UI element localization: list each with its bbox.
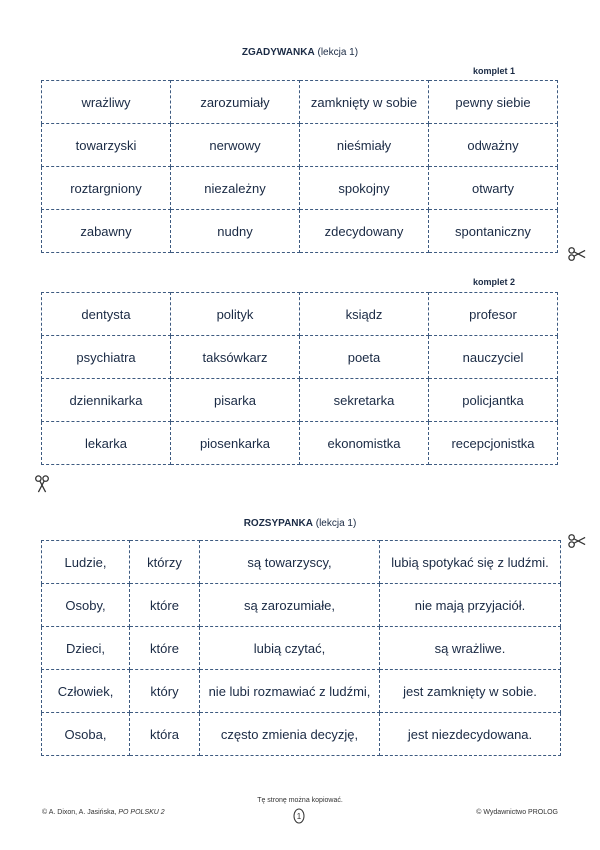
word-card: spokojny (300, 167, 429, 210)
table-row (42, 670, 561, 713)
scissors-icon (568, 245, 586, 263)
word-card: taksówkarz (171, 336, 300, 379)
title-main: ZGADYWANKA (241, 47, 315, 58)
word-card: piosenkarka (171, 422, 300, 465)
word-card: poeta (300, 336, 429, 379)
section-title-zgadywanka (0, 47, 600, 58)
sentence-fragment-card: często zmienia decyzję, (200, 713, 380, 756)
sentence-fragment-card: są towarzyscy, (200, 541, 380, 584)
table-row (42, 210, 558, 253)
footer-publisher: © Wydawnictwo PROLOG (476, 809, 558, 816)
footer-authors (42, 809, 165, 816)
word-card: towarzyski (42, 124, 171, 167)
word-card: ekonomistka (300, 422, 429, 465)
sentence-fragment-card: które (130, 584, 200, 627)
sentence-fragment-card: która (130, 713, 200, 756)
page-number: 1 (296, 812, 302, 821)
title-main: ROZSYPANKA (243, 518, 313, 529)
sentence-grid (41, 540, 561, 756)
word-card: dziennikarka (42, 379, 171, 422)
set-label-1: komplet 1 (473, 66, 516, 76)
sentence-fragment-card: jest zamknięty w sobie. (380, 670, 561, 713)
sentence-fragment-card: Dzieci, (42, 627, 130, 670)
table-row (42, 167, 558, 210)
word-card: profesor (429, 293, 558, 336)
word-card: ksiądz (300, 293, 429, 336)
word-card: niezależny (171, 167, 300, 210)
word-card: nudny (171, 210, 300, 253)
page-number-badge (291, 808, 307, 824)
set-label-2: komplet 2 (473, 277, 516, 287)
sentence-fragment-card: którzy (130, 541, 200, 584)
word-card: zamknięty w sobie (300, 81, 429, 124)
sentence-fragment-card: jest niezdecydowana. (380, 713, 561, 756)
sentence-fragment-card: Osoba, (42, 713, 130, 756)
word-card: odważny (429, 124, 558, 167)
word-card: zarozumiały (171, 81, 300, 124)
word-card: wrażliwy (42, 81, 171, 124)
word-card: nauczyciel (429, 336, 558, 379)
word-card: lekarka (42, 422, 171, 465)
sentence-fragment-card: Ludzie, (42, 541, 130, 584)
title-sub: (lekcja 1) (317, 47, 359, 58)
table-row (42, 584, 561, 627)
scissors-icon (568, 532, 586, 550)
table-row (42, 293, 558, 336)
word-card: psychiatra (42, 336, 171, 379)
word-card: zabawny (42, 210, 171, 253)
table-row (42, 541, 561, 584)
word-card: polityk (171, 293, 300, 336)
sentence-fragment-card: nie mają przyjaciół. (380, 584, 561, 627)
word-card: otwarty (429, 167, 558, 210)
card-grid-set-2 (41, 292, 558, 465)
word-card: zdecydowany (300, 210, 429, 253)
word-card: pisarka (171, 379, 300, 422)
sentence-fragment-card: są zarozumiałe, (200, 584, 380, 627)
word-card: policjantka (429, 379, 558, 422)
table-row (42, 627, 561, 670)
card-grid-set-1 (41, 80, 558, 253)
scissors-icon (33, 475, 51, 493)
sentence-fragment-card: Osoby, (42, 584, 130, 627)
section-title-rozsypanka (0, 518, 600, 529)
word-card: sekretarka (300, 379, 429, 422)
word-card: nerwowy (171, 124, 300, 167)
sentence-fragment-card: Człowiek, (42, 670, 130, 713)
footer-copy-note: Tę stronę można kopiować. (257, 797, 343, 804)
footer-book-title: PO POLSKU 2 (118, 809, 165, 816)
word-card: nieśmiały (300, 124, 429, 167)
word-card: recepcjonistka (429, 422, 558, 465)
table-row (42, 124, 558, 167)
word-card: pewny siebie (429, 81, 558, 124)
sentence-fragment-card: które (130, 627, 200, 670)
sentence-fragment-card: który (130, 670, 200, 713)
title-sub: (lekcja 1) (315, 518, 357, 529)
table-row (42, 81, 558, 124)
sentence-fragment-card: lubią czytać, (200, 627, 380, 670)
word-card: spontaniczny (429, 210, 558, 253)
table-row (42, 422, 558, 465)
sentence-fragment-card: nie lubi rozmawiać z ludźmi, (200, 670, 380, 713)
table-row (42, 379, 558, 422)
sentence-fragment-card: lubią spotykać się z ludźmi. (380, 541, 561, 584)
footer-authors-text: © A. Dixon, A. Jasińska, (42, 809, 117, 816)
sentence-fragment-card: są wrażliwe. (380, 627, 561, 670)
word-card: roztargniony (42, 167, 171, 210)
word-card: dentysta (42, 293, 171, 336)
table-row (42, 713, 561, 756)
table-row (42, 336, 558, 379)
